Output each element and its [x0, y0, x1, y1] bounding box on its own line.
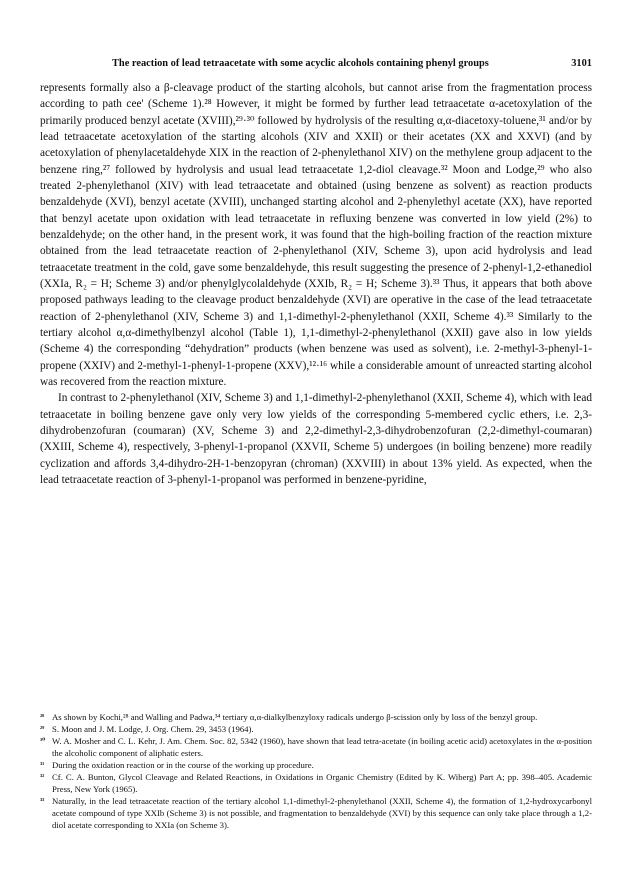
footnote	[40, 735, 592, 759]
body-text	[40, 80, 592, 488]
footnote-text: S. Moon and J. M. Lodge, J. Org. Chem. 29, 3453 (1964).	[52, 724, 254, 734]
footnote-text: W. A. Mosher and C. L. Kehr, J. Am. Chem. Soc. 82, 5342 (1960), have shown that lead tetra-acetate (in boiling acetic acid) acetoxylates in the α-position the alcoholic component of aliphatic esters.	[52, 736, 592, 758]
footnote	[40, 723, 592, 735]
footnote-text: Cf. C. A. Bunton, Glycol Cleavage and Related Reactions, in Oxidations in Organic Chemistry (Edited by K. Wiberg) Part A; pp. 398–405. Academic Press, New York (1965).	[52, 772, 592, 794]
footnotes	[40, 711, 592, 831]
footnote-text: Naturally, in the lead tetraacetate reaction of the tertiary alcohol 1,1-dimethyl-2-phenylethanol (XXII, Scheme 4), the formation of 1,2-hydroxycarbonyl acetate compound of type XXIb (Scheme 3) is not possible, and fragmentation to benzaldehyde (XVI) by this sequence can only take place through a 1,2-diol acetate corresponding to XXIa (on Scheme 3).	[52, 796, 592, 830]
running-title: The reaction of lead tetraacetate with some acyclic alcohols containing phenyl groups	[112, 58, 489, 69]
paragraph-1: represents formally also a β-cleavage product of the starting alcohols, but cannot arise from the fragmentation process according to path cee' (Scheme 1).²⁸ However, it might be formed by further lead tetraacetate α-acetoxylation of the primarily produced benzyl acetate (XVIII),²⁹·³⁰ followed by hydrolysis of the resulting α,α-diacetoxy-toluene,³¹ and/or by lead tetraacetate acetoxylation of the starting alcohols (XIV and XXII) or their acetates (XX and XXVI) (and by acetoxylation of phenylacetaldehyde XIX in the reaction of 2-phenylethanol XIV) on the methylene group adjacent to the benzene ring,²⁷ followed by hydrolysis and usual lead tetraacetate 1,2-diol cleavage.³² Moon and Lodge,²⁹ who also treated 2-phenylethanol (XIV) with lead tetraacetate and obtained (using benzene as solvent) as reaction products benzaldehyde (XVI), benzyl acetate (XVIII), unchanged starting alcohol and 2-phenylethyl acetate (XX), have reported that benzyl acetate upon oxidation with lead tetraacetate in refluxing benzene was converted in low yield (2%) to benzaldehyde; on the other hand, in the present work, it was found that the high-boiling fraction of the reaction mixture obtained from the lead tetraacetate reaction of 2-phenylethanol (XIV, Scheme 3), upon acid hydrolysis and lead tetraacetate treatment in the cold, gave some benzaldehyde, this result suggesting the presence of 2-phenyl-1,2-ethanediol (XXIa, R₂ = H; Scheme 3) and/or phenylglycolaldehyde (XXIb, R₂ = H; Scheme 3).³³ Thus, it appears that both above proposed pathways leading to the cleavage product benzaldehyde (XVI) are operative in the case of the lead tetraacetate reaction of 2-phenylethanol (XIV, Scheme 3) and 1,1-dimethyl-2-phenylethanol (XXII, Scheme 4).³³ Similarly to the tertiary alcohol α,α-dimethylbenzyl alcohol (Table 1), 1,1-dimethyl-2-phenylethanol (XXII) gave also in low yields (Scheme 4) the corresponding “dehydration” products (when benzene was used as solvent), i.e. 2-methyl-3-phenyl-1-propene (XXIV) and 2-methyl-1-phenyl-1-propene (XXV),¹²·¹⁶ while a considerable amount of unreacted starting alcohol was recovered from the reaction mixture.	[40, 82, 592, 388]
footnote-text: During the oxidation reaction or in the course of the working up procedure.	[52, 760, 314, 770]
footnote-mark: ³²	[40, 773, 45, 781]
footnote	[40, 711, 592, 723]
page-number: 3101	[571, 58, 592, 69]
footnote-mark: ³³	[40, 797, 45, 805]
footnote	[40, 771, 592, 795]
footnote-mark: ²⁹	[40, 725, 45, 733]
footnote-mark: ³⁰	[40, 737, 46, 745]
footnote-mark: ²⁸	[40, 713, 45, 721]
paragraph-2: In contrast to 2-phenylethanol (XIV, Scheme 3) and 1,1-dimethyl-2-phenylethanol (XXII, Scheme 4), which with lead tetraacetate in boiling benzene gave only very low yields of the corresponding 5-membered cyclic ethers, i.e. 2,3-dihydrobenzofuran (coumaran) (XV, Scheme 3) and 2,2-dimethyl-2,3-dihydrobenzofuran (2,2-dimethyl-coumaran) (XXIII, Scheme 4), respectively, 3-phenyl-1-propanol (XXVII, Scheme 5) undergoes (in boiling benzene) more readily cyclization and affords 3,4-dihydro-2H-1-benzopyran (chroman) (XXVIII) in about 13% yield. As expected, when the lead tetraacetate reaction of 3-phenyl-1-propanol was performed in benzene-pyridine,	[40, 392, 592, 486]
footnote	[40, 759, 592, 771]
footnote-mark: ³¹	[40, 761, 45, 769]
footnote	[40, 795, 592, 831]
footnote-text: As shown by Kochi,²⁸ and Walling and Padwa,³⁴ tertiary α,α-dialkylbenzyloxy radicals undergo β-scission only by loss of the benzyl group.	[52, 712, 538, 722]
